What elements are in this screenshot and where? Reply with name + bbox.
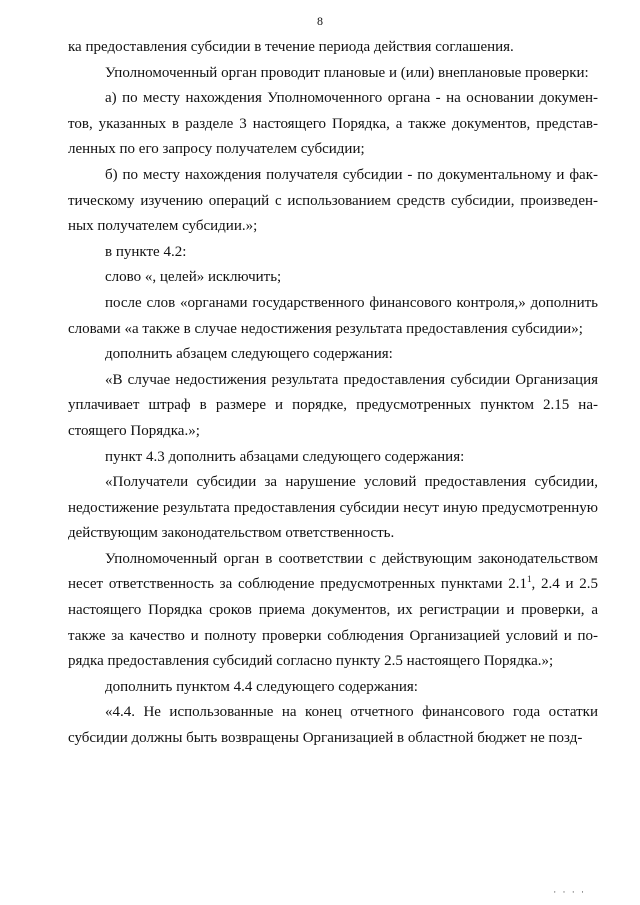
paragraph-authority-responsibility (68, 547, 598, 675)
paragraph-fine: «В случае недостижения результата предоставления субсидии Организация уплачивает штраф в размере и порядке, предусмотренных пунктом 2.15 настоящего Порядка.»; (68, 371, 598, 439)
superscript-footnote: 1 (527, 574, 532, 585)
document-body (68, 35, 598, 752)
paragraph-item-a: а) по месту нахождения Уполномоченного органа - на основании документов, указанных в разделе 3 настоящего Порядка, а также документов, представленных по его запросу получателем субсидии; (68, 90, 598, 158)
paragraph-add-clause-4-4: дополнить пунктом 4.4 следующего содержания: (105, 678, 418, 695)
scan-corner-mark: · · · · (553, 887, 586, 897)
responsibility-text-end: , 2.4 и 2.5 настоящего Порядка сроков приема документов, их регистрации и проверки, а также за качество и полноту проверки соблюдения Организацией условий и порядка предоставления субсидий согласно пункту 2.5 настоящего Порядка.»; (68, 576, 598, 670)
paragraph-clause-4-3: пункт 4.3 дополнить абзацами следующего содержания: (105, 448, 465, 465)
paragraph-add-abzac: дополнить абзацем следующего содержания: (105, 346, 393, 363)
paragraph-after-words: после слов «органами государственного финансового контроля,» дополнить словами «а также в случае недостижения результата предоставления субсидии»; (68, 294, 598, 337)
paragraph-continuation: ка предоставления субсидии в течение периода действия соглашения. (68, 39, 514, 55)
paragraph-liability: «Получатели субсидии за нарушение условий предоставления субсидии, недостижение результата предоставления субсидии несут иную предусмотренную действующим законодательством ответственность. (68, 474, 598, 542)
paragraph-inspections: Уполномоченный орган проводит плановые и (или) внеплановые проверки: (105, 64, 589, 81)
paragraph-word-removal: слово «, целей» исключить; (105, 269, 282, 286)
paragraph-clause-4-2: в пункте 4.2: (105, 243, 187, 260)
responsibility-text-start: Уполномоченный орган в соответствии с действующим законодательством несет ответственность за соблюдение предусмотренных пунктами 2.1 (68, 550, 598, 593)
paragraph-item-b: б) по месту нахождения получателя субсидии - по документальному и фактическому изучению операций с использованием средств субсидии, произведенных получателем субсидии.»; (68, 166, 598, 235)
paragraph-clause-4-4: «4.4. Не использованные на конец отчетного финансового года остатки субсидии должны быть возвращены Организацией в областной бюджет не позд- (68, 704, 598, 747)
page-number: 8 (317, 14, 323, 28)
